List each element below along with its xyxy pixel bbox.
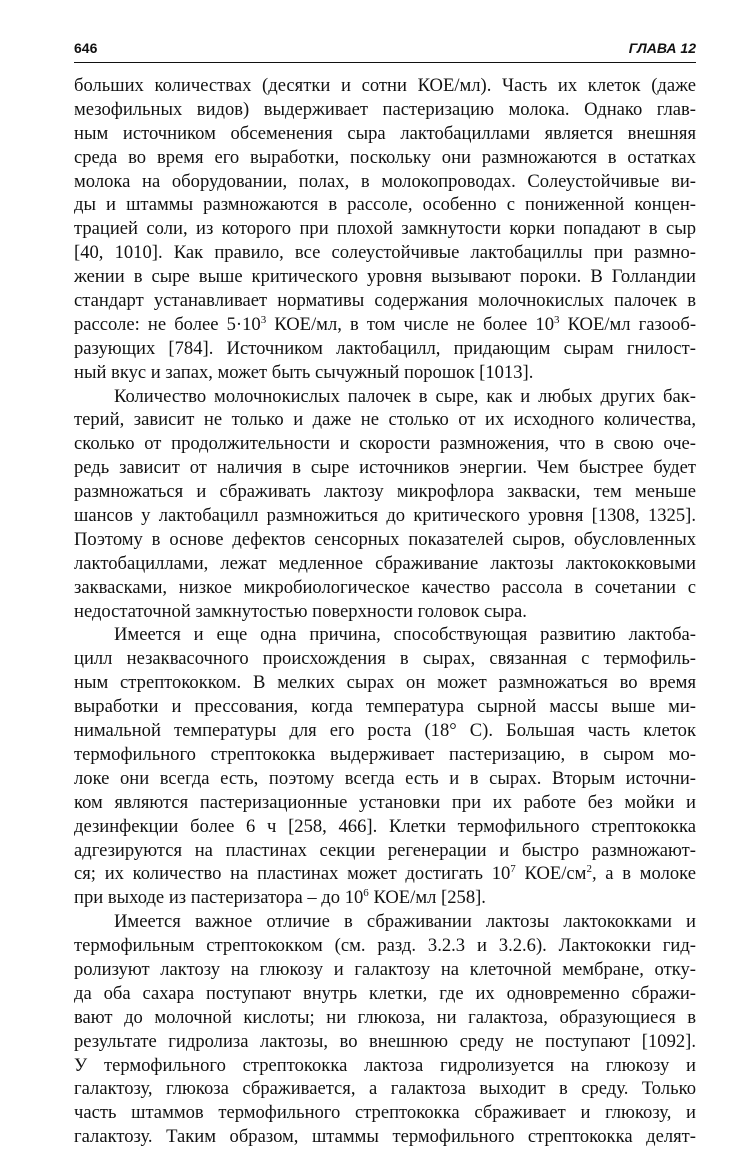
superscript: 7	[510, 863, 516, 876]
text-segment: редь зависит от наличия в сыре источников энергии. Чем быстрее будет	[74, 457, 696, 479]
text-line	[74, 1030, 696, 1054]
text-segment: КОЕ/мл, в том числе не более 10	[266, 313, 555, 335]
text-line	[74, 576, 696, 600]
text-line	[74, 552, 696, 576]
text-line	[74, 313, 696, 337]
text-segment: больших количествах (десятки и сотни КОЕ/мл). Часть их клеток (даже	[74, 75, 696, 96]
text-segment: , а в молоке	[591, 863, 697, 885]
text-segment: рассоле: не более 5·10	[74, 313, 261, 335]
text-line	[74, 910, 696, 934]
text-line	[74, 504, 696, 528]
superscript: 3	[260, 313, 267, 326]
superscript: 6	[363, 887, 369, 900]
text-segment: выработки и прессования, когда температура сырной массы выше ми-	[74, 696, 696, 718]
text-line	[74, 289, 696, 313]
text-line	[74, 600, 696, 624]
text-segment: Количество молочнокислых палочек в сыре, как и любых других бак-	[114, 385, 696, 407]
text-line	[74, 337, 696, 361]
text-segment: ся; их количество на пластинах может достигать 10	[74, 863, 511, 885]
text-segment: ный вкус и запах, может быть сычужный порошок [1013].	[74, 361, 534, 383]
text-line	[74, 886, 696, 910]
text-segment: размножаться и сбраживать лактозу микрофлора закваски, тем меньше	[74, 481, 696, 503]
page-number: 646	[74, 40, 98, 56]
text-segment: результате гидролиза лактозы, во внешнюю среду не поступают [1092].	[74, 1030, 696, 1052]
text-segment: ным стрептококком. В мелких сырах он может размножаться во время	[74, 672, 696, 694]
text-segment: при выходе из пастеризатора – до 10	[74, 887, 364, 909]
text-segment: часть штаммов термофильного стрептококка сбраживает и глюкозу, и	[74, 1102, 696, 1124]
text-segment: галактозу, глюкоза сбраживается, а галактоза выходит в среду. Только	[74, 1078, 696, 1100]
text-line	[74, 671, 696, 695]
text-line	[74, 1054, 696, 1078]
text-segment: шансов у лактобацилл размножиться до критического уровня [1308, 1325].	[74, 505, 696, 527]
text-segment: разующих [784]. Источником лактобацилл, придающим сырам гнилост-	[74, 337, 696, 359]
text-line	[74, 958, 696, 982]
text-segment: Имеется важное отличие в сбраживании лактозы лактококками и	[114, 911, 696, 933]
text-segment: ком являются пастеризационные установки при их работе без мойки и	[74, 791, 696, 813]
text-line	[74, 74, 696, 98]
text-line	[74, 385, 696, 409]
text-line	[74, 1077, 696, 1101]
text-segment: лактобациллами, лежат медленное сбраживание лактозы лактококковыми	[74, 552, 696, 574]
text-segment: ды и штаммы размножаются в рассоле, особенно с пониженной концен-	[74, 194, 696, 216]
text-line	[74, 217, 696, 241]
text-segment: КОЕ/см	[515, 863, 587, 885]
text-line	[74, 480, 696, 504]
text-segment: сколько от продолжительности и скорости размножения, что в свою оче-	[74, 433, 696, 455]
text-line	[74, 432, 696, 456]
text-segment: молока на оборудовании, полах, в молокопроводах. Солеустойчивые ви-	[74, 170, 696, 192]
text-line	[74, 647, 696, 671]
text-line	[74, 815, 696, 839]
text-segment: локе они всегда есть, поэтому всегда есть и в сырах. Вторым источни-	[74, 767, 696, 789]
text-segment: цилл незаквасочного происхождения в сырах, связанная с термофиль-	[74, 648, 696, 670]
text-segment: ролизуют лактозу на глюкозу и галактозу на клеточной мембране, отку-	[74, 958, 696, 980]
text-line	[74, 767, 696, 791]
text-segment: Имеется и еще одна причина, способствующая развитию лактоба-	[114, 624, 696, 646]
text-line	[74, 265, 696, 289]
text-line	[74, 528, 696, 552]
text-segment: нимальной температуры для его роста (18° С). Большая часть клеток	[74, 720, 696, 742]
text-segment: стандарт устанавливает нормативы содержания молочнокислых палочек в	[74, 290, 696, 312]
text-line	[74, 1125, 696, 1149]
text-line	[74, 170, 696, 194]
superscript: 3	[554, 313, 560, 326]
text-segment: Поэтому в основе дефектов сенсорных показателей сыров, обусловленных	[74, 528, 696, 550]
text-segment: термофильного стрептококка выдерживает пастеризацию, в сыром мо-	[74, 743, 696, 765]
text-line	[74, 241, 696, 265]
text-segment: термофильным стрептококком (см. разд. 3.2.3 и 3.2.6). Лактококки гид-	[74, 935, 696, 957]
text-line	[74, 146, 696, 170]
text-line	[74, 743, 696, 767]
text-line	[74, 934, 696, 958]
text-segment: галактозу. Таким образом, штаммы термофильного стрептококка делят-	[74, 1126, 696, 1148]
chapter-title: ГЛАВА 12	[628, 40, 696, 56]
text-line	[74, 122, 696, 146]
text-segment: вают до молочной кислоты; ни глюкоза, ни галактоза, образующиеся в	[74, 1006, 696, 1028]
text-line	[74, 695, 696, 719]
running-header	[74, 36, 696, 63]
text-segment: адгезируются на пластинах секции регенерации и быстро размножают-	[74, 839, 696, 861]
text-line	[74, 193, 696, 217]
text-line	[74, 623, 696, 647]
text-line	[74, 408, 696, 432]
text-segment: среда во время его выработки, поскольку они размножаются в остатках	[74, 146, 696, 168]
text-line	[74, 862, 696, 886]
text-segment: У термофильного стрептококка лактоза гидролизуется на глюкозу и	[74, 1054, 696, 1076]
text-segment: КОЕ/мл [258].	[368, 887, 486, 909]
text-line	[74, 361, 696, 385]
text-segment: жении в сыре выше критического уровня вызывают пороки. В Голландии	[74, 266, 696, 288]
text-segment: заквасками, низкое микробиологическое качество рассола в сочетании с	[74, 576, 696, 598]
text-line	[74, 791, 696, 815]
text-line	[74, 1101, 696, 1125]
text-line	[74, 982, 696, 1006]
text-segment: недостаточной замкнутостью поверхности головок сыра.	[74, 600, 527, 622]
text-segment: терий, зависит не только и даже не столько от их исходного количества,	[74, 409, 696, 431]
text-segment: да оба сахара поступают внутрь клетки, где их одновременно сбражи-	[74, 982, 696, 1004]
superscript: 2	[586, 863, 592, 876]
text-line	[74, 98, 696, 122]
text-line	[74, 719, 696, 743]
text-segment: КОЕ/мл газооб-	[559, 313, 697, 335]
text-line	[74, 456, 696, 480]
text-segment: мезофильных видов) выдерживает пастеризацию молока. Однако глав-	[74, 98, 696, 120]
text-segment: дезинфекции более 6 ч [258, 466]. Клетки термофильного стрептококка	[74, 815, 696, 837]
text-line	[74, 839, 696, 863]
text-segment: [40, 1010]. Как правило, все солеустойчивые лактобациллы при размно-	[74, 242, 696, 264]
text-line	[74, 1006, 696, 1030]
text-segment: ным источником обсеменения сыра лактобациллами является внешняя	[74, 122, 696, 144]
body-text	[74, 74, 696, 1149]
text-segment: трацией соли, из которого при плохой замкнутости корки попадают в сыр	[74, 218, 696, 240]
